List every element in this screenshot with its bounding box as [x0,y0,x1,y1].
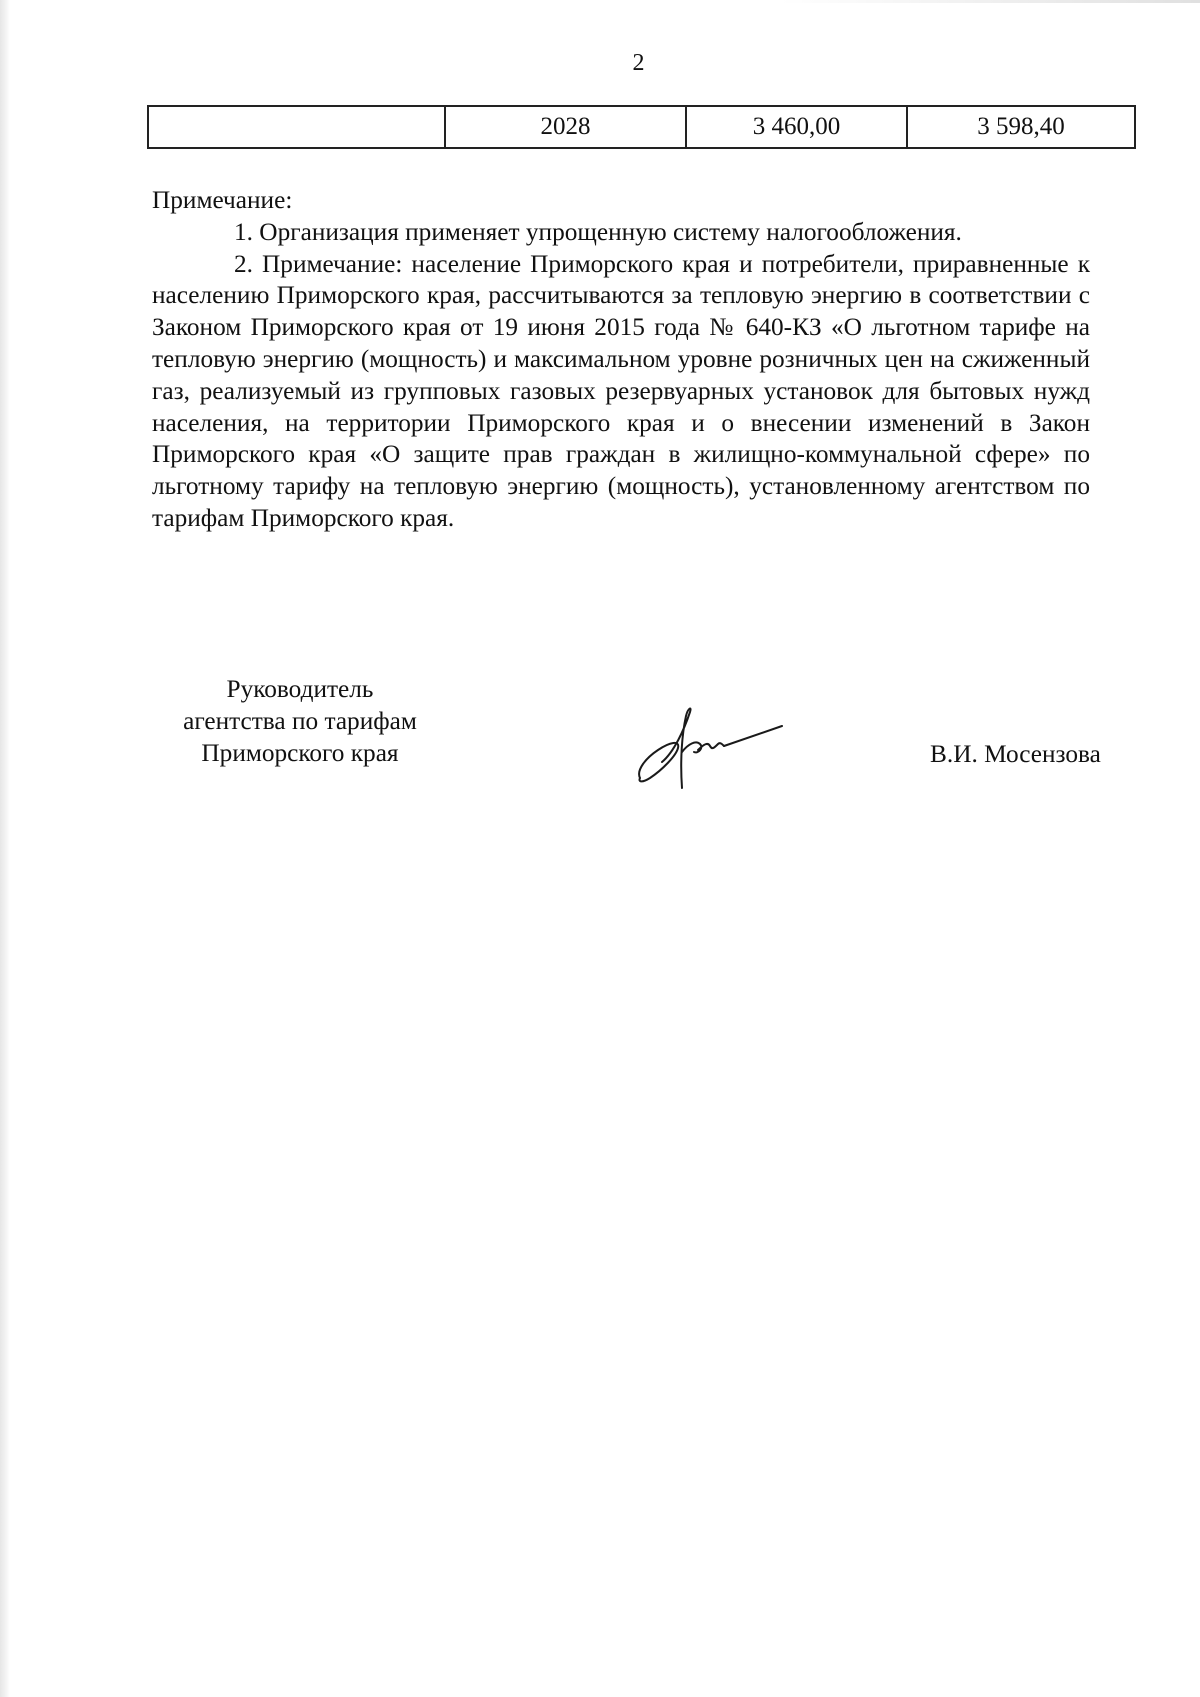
signatory-position-line: Приморского края [201,739,399,767]
table-cell [148,106,445,148]
note-item: 2. Примечание: население Приморского края и потребители, приравненные к населению Приморского края, рассчитываются за тепловую энергию в соответствии с Законом Приморского края от 19 июня 2015 года № 640-КЗ «О льготном тарифе на тепловую энергию (мощность) и максимальном уровне розничных цен на сжиженный газ, реализуемый из групповых газовых резервуарных установок для бытовых нужд населения, на территории Приморского края и о внесении изменений в Закон Приморского края «О защите прав граждан в жилищно-коммунальной сфере» по льготному тарифу на тепловую энергию (мощность), установленному агентством по тарифам Приморского края. [152,249,1090,532]
handwritten-signature-icon [632,700,792,792]
table-cell-tariff-second-half: 3 598,40 [907,106,1135,148]
table-cell-year: 2028 [445,106,686,148]
scan-shadow-top [780,0,1200,3]
signatory-position-line: агентства по тарифам [183,707,417,735]
signatory-name: В.И. Мосензова [930,740,1101,768]
table-row [148,106,1135,148]
page-number: 2 [632,50,645,76]
signatory-position [130,673,470,769]
notes-section [152,185,1090,535]
scan-shadow-left [0,0,10,1697]
table-cell-tariff-first-half: 3 460,00 [686,106,907,148]
notes-heading: Примечание: [152,186,293,214]
signatory-position-line: Руководитель [226,675,374,703]
tariff-table [147,105,1136,149]
note-item: 1. Организация применяет упрощенную систему налогообложения. [234,217,962,246]
